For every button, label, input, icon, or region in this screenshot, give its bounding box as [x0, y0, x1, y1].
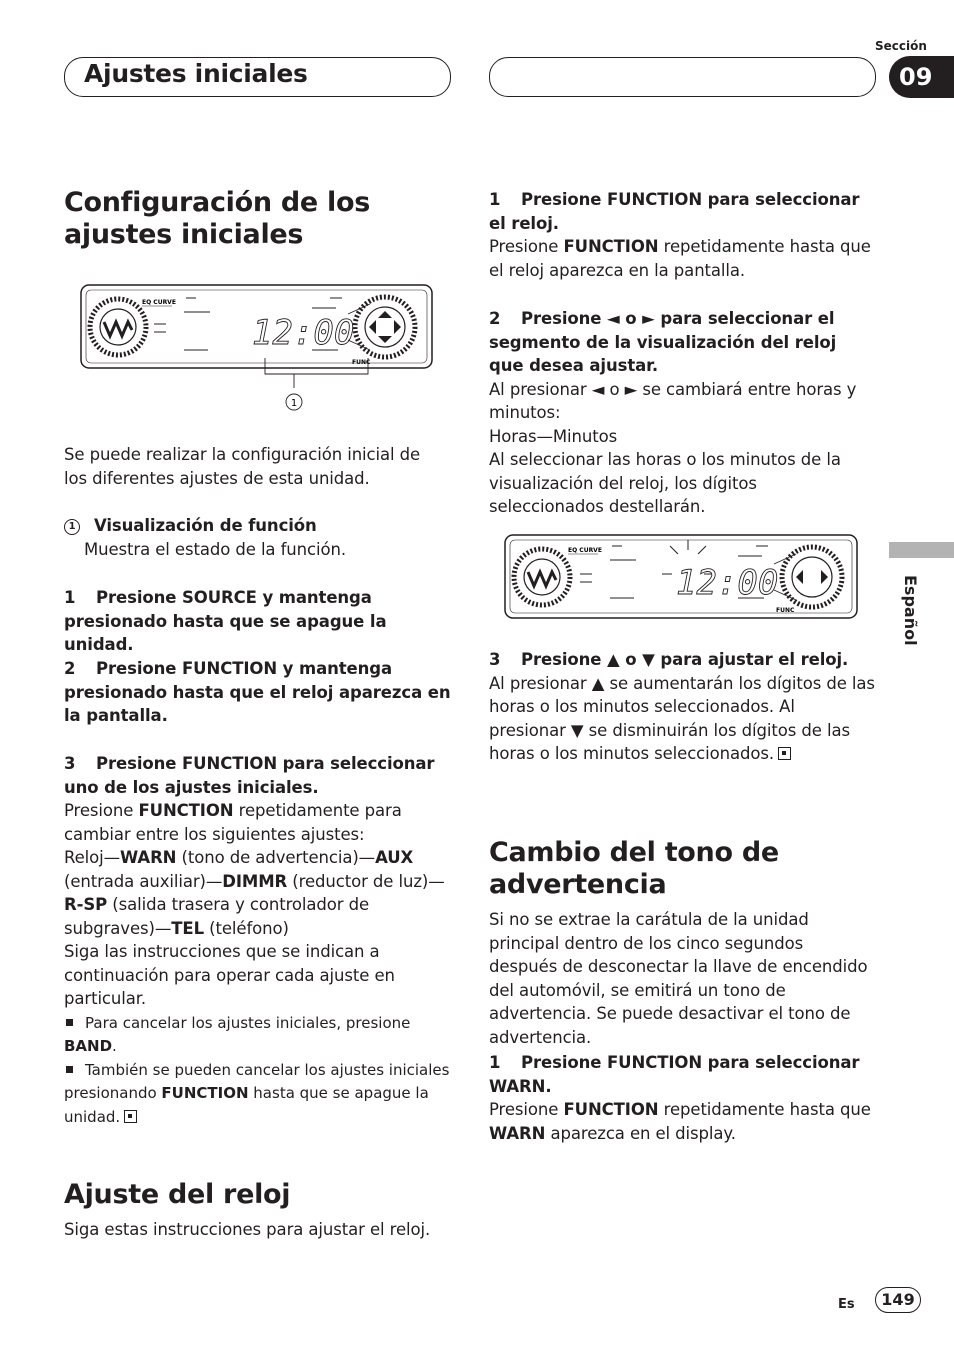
display-illustration-blink: [504, 534, 860, 620]
clock-step-1: 1 Presione FUNCTION para seleccionar el reloj. Presione FUNCTION repetidamente hasta que el reloj aparezca en la pantalla.: [489, 190, 871, 280]
clock-step-3: 3 Presione ▲ o ▼ para ajustar el reloj. Al presionar ▲ se aumentarán los dígitos de las horas o los minutos seleccionados. Al presionar ▼ se disminuirán los dígitos de las horas o los minutos seleccionados.: [489, 650, 875, 763]
svg-text:12:00: 12:00: [252, 313, 355, 353]
legend-title: Visualización de función: [94, 516, 317, 535]
legend-item: [64, 514, 454, 561]
tono-intro: Si no se extrae la carátula de la unidad principal dentro de los cinco segundos después de desconectar la llave de encendido del automóvil, se emitirá un tono de advertencia. Se puede desactivar el tono de advertencia.: [489, 910, 868, 1047]
step-3-paragraph-1: Presione FUNCTION repetidamente para cambiar entre los siguientes ajustes:: [64, 801, 402, 844]
bullet-square-icon: [66, 1019, 73, 1026]
section-label: Sección: [875, 39, 927, 53]
chapter-title: Ajustes iniciales: [84, 59, 308, 88]
svg-text:1: 1: [290, 398, 298, 409]
step-1-source: 1 Presione SOURCE y mantenga presionado hasta que se apague la unidad.: [64, 588, 387, 654]
head-unit-display-blinking: [504, 534, 860, 620]
step-3-paragraph-2: Siga las instrucciones que se indican a continuación para operar cada ajuste en particular.: [64, 942, 395, 1008]
language-tab-marker: [889, 542, 954, 558]
note-cancel-band: Para cancelar los ajustes iniciales, presione BAND.: [64, 1013, 411, 1055]
heading-configuracion: Configuración de los ajustes iniciales: [64, 187, 371, 250]
svg-text:EQ CURVE: EQ CURVE: [142, 299, 176, 306]
bullet-square-icon: [66, 1066, 73, 1073]
step-2-function: 2 Presione FUNCTION y mantenga presionado hasta que el reloj aparezca en la pantalla.: [64, 659, 451, 725]
settings-sequence: Reloj—WARN (tono de advertencia)—AUX (entrada auxiliar)—DIMMR (reductor de luz)—R-SP (salida trasera y controlador de subgraves)—TEL (teléfono): [64, 848, 445, 938]
svg-text:FUNC: FUNC: [776, 607, 795, 614]
page-number: 149: [875, 1287, 921, 1313]
note-cancel-function: También se pueden cancelar los ajustes iniciales presionando FUNCTION hasta que se apague la unidad.: [64, 1060, 450, 1126]
footer-language-code: Es: [838, 1297, 855, 1312]
section-number-badge: 09: [889, 56, 954, 98]
heading-tono-advertencia: Cambio del tono de advertencia: [489, 837, 779, 900]
end-mark-icon: [124, 1110, 137, 1123]
clock-step-2: 2 Presione ◄ o ► para seleccionar el segmento de la visualización del reloj que desea ajustar. Al presionar ◄ o ► se cambiará entre horas y minutos: Horas—Minutos Al seleccionar las horas o los minutos de la visualización del reloj, los dígitos seleccionados destellarán.: [489, 309, 857, 516]
legend-callout-number: 1: [64, 519, 80, 535]
header-blank-frame: [489, 57, 876, 97]
svg-text:EQ CURVE: EQ CURVE: [568, 547, 602, 554]
step-3-block: [64, 752, 454, 1129]
language-tab-label: Español: [901, 575, 920, 646]
svg-text:12:00: 12:00: [676, 563, 779, 603]
display-illustration: [80, 284, 434, 414]
head-unit-display: [80, 284, 434, 414]
warn-step-1: 1 Presione FUNCTION para seleccionar WARN. Presione FUNCTION repetidamente hasta que WARN aparezca en el display.: [489, 1053, 871, 1143]
reloj-intro: Siga estas instrucciones para ajustar el reloj.: [64, 1220, 431, 1239]
intro-paragraph: Se puede realizar la configuración inicial de los diferentes ajustes de esta unidad.: [64, 445, 421, 488]
heading-ajuste-reloj: Ajuste del reloj: [64, 1179, 291, 1210]
step-3-function-select: 3 Presione FUNCTION para seleccionar uno de los ajustes iniciales.: [64, 754, 435, 797]
end-mark-icon: [778, 747, 791, 760]
svg-text:FUNC: FUNC: [352, 359, 371, 366]
legend-description: Muestra el estado de la función.: [84, 539, 346, 559]
